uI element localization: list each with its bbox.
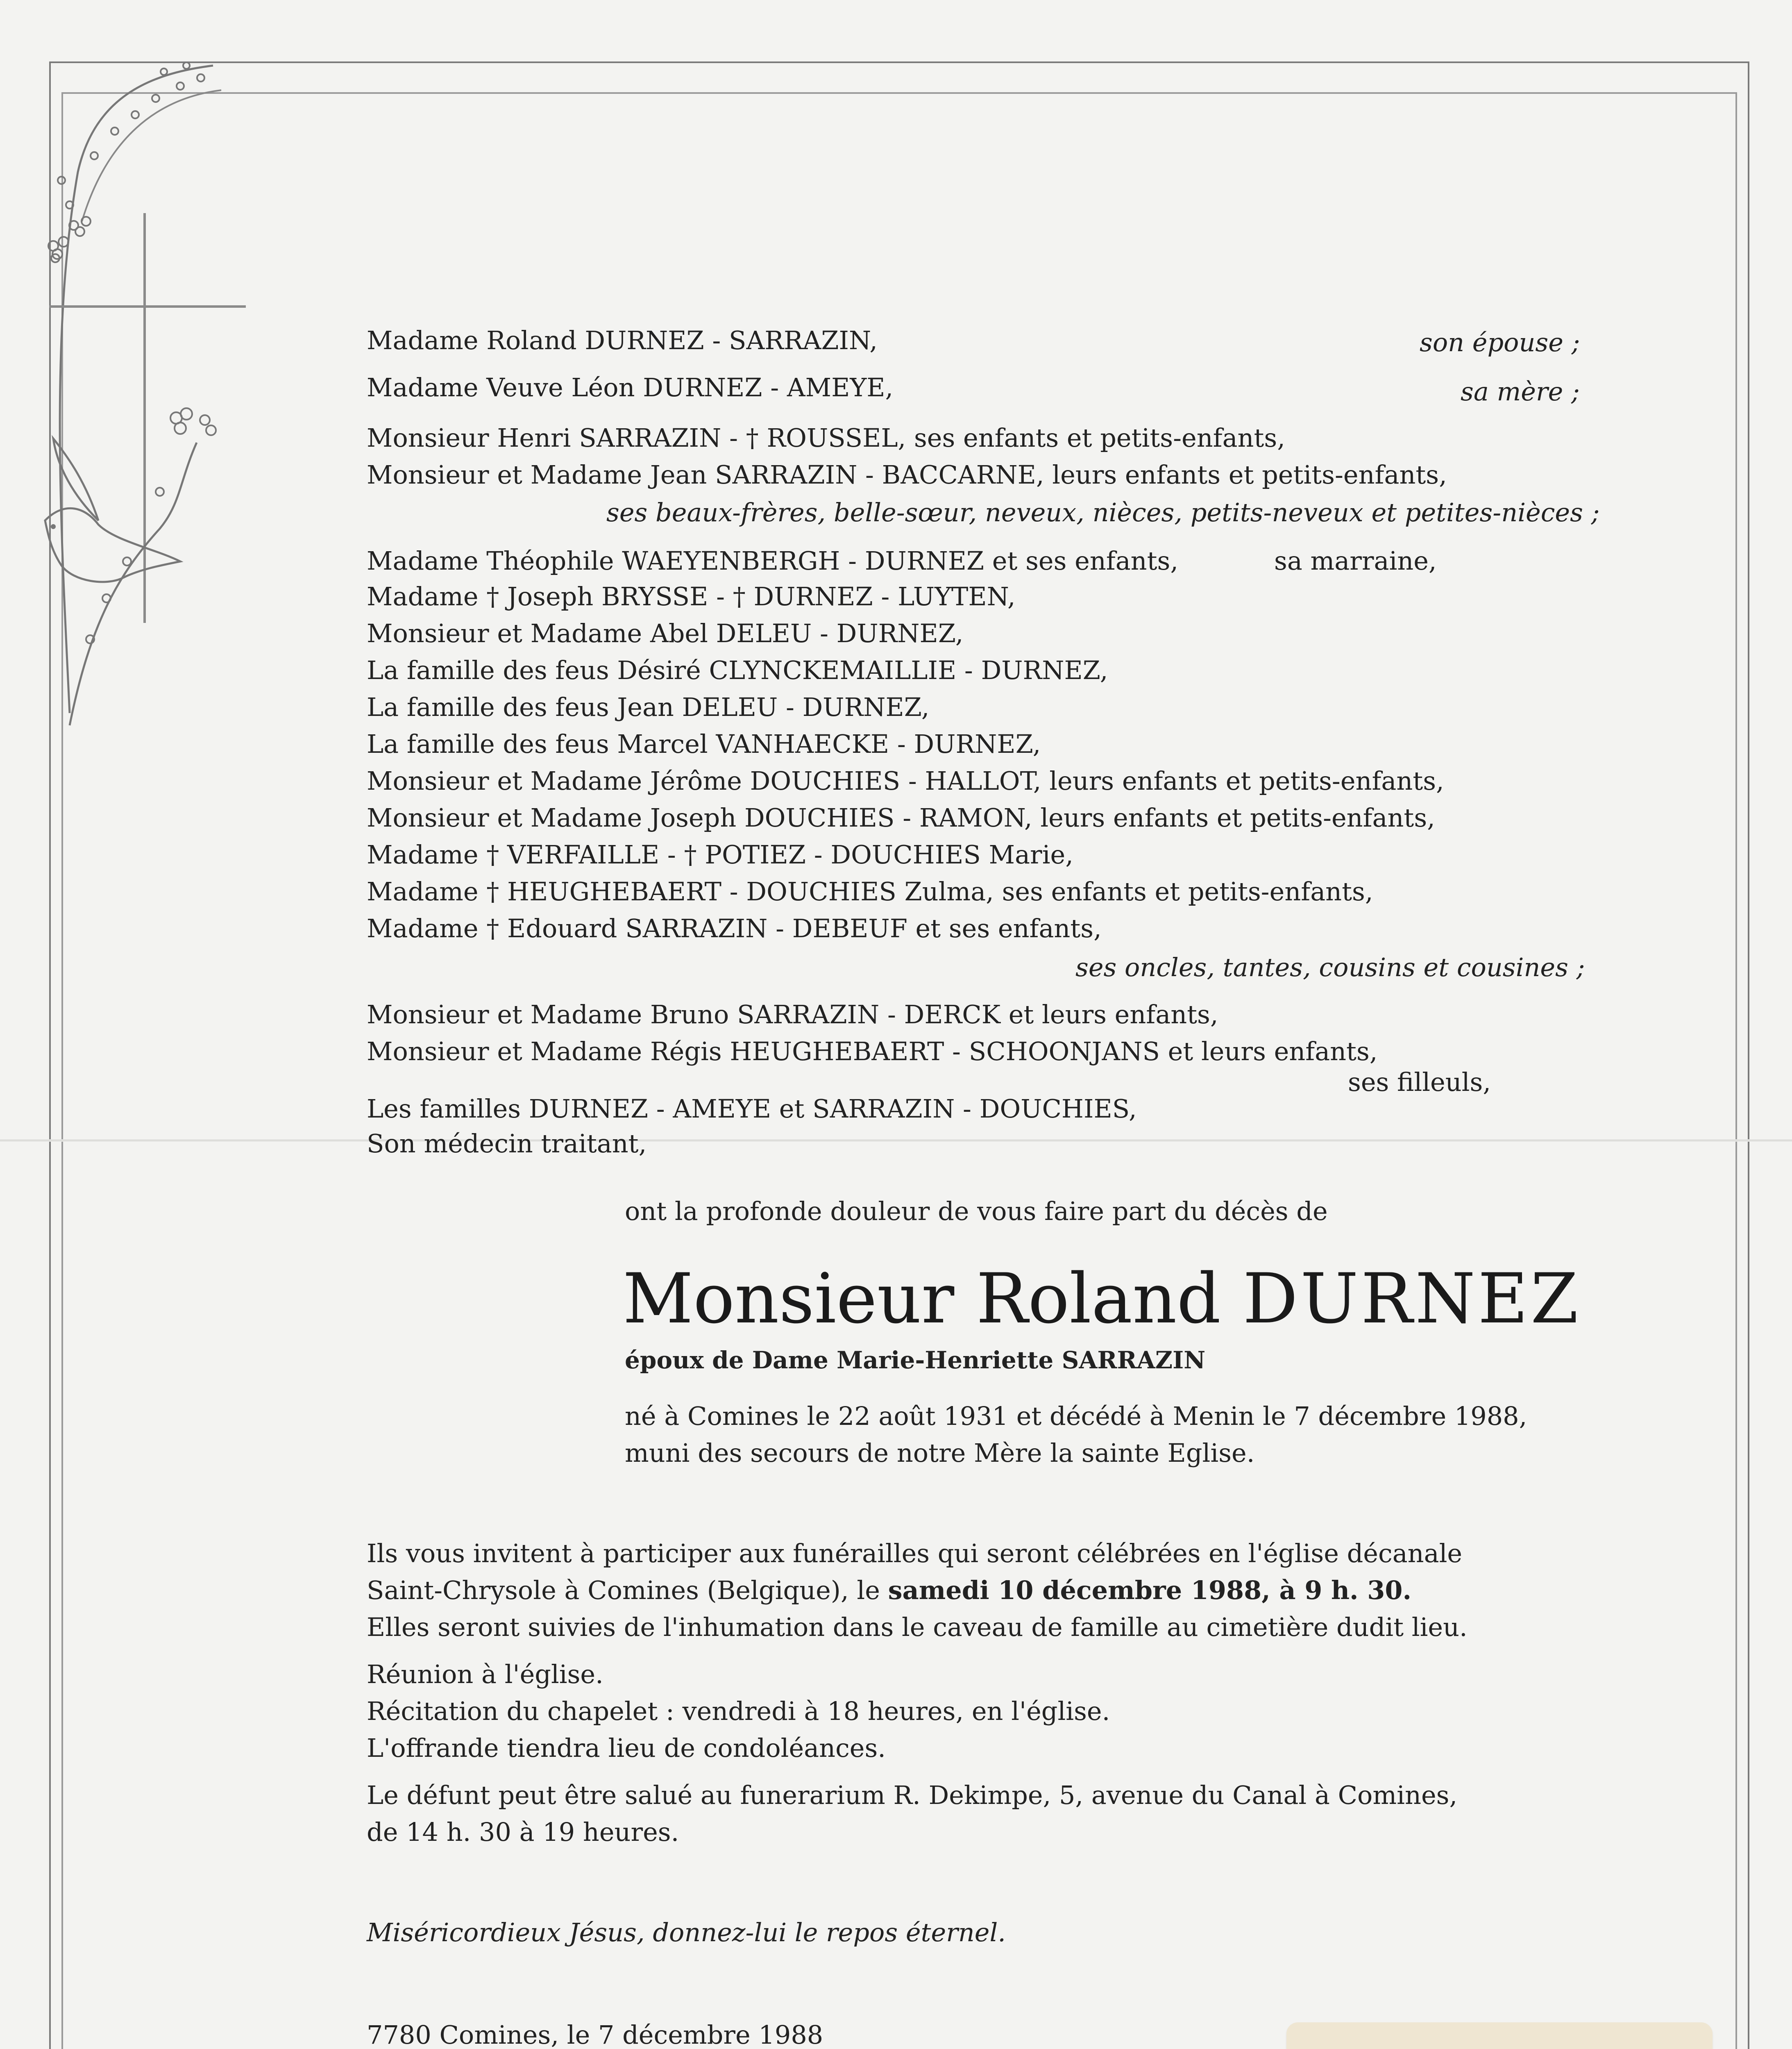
family-line: Les familles DURNEZ - AMEYE et SARRAZIN - DOUCHIES, bbox=[367, 1094, 1137, 1124]
funeral-text: Ils vous invitent à participer aux funérailles qui seront célébrées en l'église décanale bbox=[367, 1538, 1463, 1568]
funeral-text: Réunion à l'église. bbox=[367, 1659, 603, 1689]
sacraments-line: muni des secours de notre Mère la sainte Eglise. bbox=[625, 1438, 1255, 1468]
announcement-intro: ont la profonde douleur de vous faire part du décès de bbox=[625, 1196, 1328, 1226]
family-line: Madame † VERFAILLE - † POTIEZ - DOUCHIES Marie, bbox=[367, 840, 1073, 870]
funeral-text: Le défunt peut être salué au funerarium R. Dekimpe, 5, avenue du Canal à Comines, bbox=[367, 1780, 1458, 1810]
deceased-first-name: Monsieur Roland bbox=[623, 1258, 1221, 1339]
prayer-line: Miséricordieux Jésus, donnez-lui le repos éternel. bbox=[367, 1917, 1006, 1947]
family-line: Monsieur et Madame Régis HEUGHEBAERT - SCHOONJANS et leurs enfants, bbox=[367, 1036, 1378, 1066]
spouse-line: époux de Dame Marie-Henriette SARRAZIN bbox=[625, 1346, 1206, 1374]
family-line: Monsieur et Madame Jérôme DOUCHIES - HALLOT, leurs enfants et petits-enfants, bbox=[367, 766, 1444, 796]
funeral-text: Elles seront suivies de l'inhumation dans le caveau de famille au cimetière dudit lieu. bbox=[367, 1612, 1468, 1642]
deceased-surname: DURNEZ bbox=[1243, 1258, 1581, 1339]
funeral-text: de 14 h. 30 à 19 heures. bbox=[367, 1817, 679, 1847]
family-line: Monsieur et Madame Jean SARRAZIN - BACCARNE, leurs enfants et petits-enfants, bbox=[367, 460, 1447, 490]
family-line: Madame † HEUGHEBAERT - DOUCHIES Zulma, ses enfants et petits-enfants, bbox=[367, 877, 1373, 906]
family-line: Madame Roland DURNEZ - SARRAZIN, bbox=[367, 325, 878, 355]
instruction-sticker bbox=[1286, 2022, 1713, 2049]
family-line: Madame † Joseph BRYSSE - † DURNEZ - LUYTEN, bbox=[367, 582, 1016, 611]
family-line: La famille des feus Jean DELEU - DURNEZ, bbox=[367, 692, 930, 722]
family-line: Son médecin traitant, bbox=[367, 1129, 647, 1159]
family-line: La famille des feus Désiré CLYNCKEMAILLIE - DURNEZ, bbox=[367, 655, 1108, 685]
family-line: Monsieur et Madame Joseph DOUCHIES - RAMON, leurs enfants et petits-enfants, bbox=[367, 803, 1435, 833]
relation-note: ses oncles, tantes, cousins et cousines ; bbox=[1075, 952, 1585, 982]
relation-note: sa marraine, bbox=[1274, 546, 1437, 576]
funeral-text: Récitation du chapelet : vendredi à 18 heures, en l'église. bbox=[367, 1696, 1110, 1726]
funeral-text-location: Saint-Chrysole à Comines (Belgique), le bbox=[367, 1575, 888, 1605]
funeral-text: L'offrande tiendra lieu de condoléances. bbox=[367, 1733, 886, 1763]
birth-death-line: né à Comines le 22 août 1931 et décédé à Menin le 7 décembre 1988, bbox=[625, 1401, 1527, 1431]
family-line: Monsieur Henri SARRAZIN - † ROUSSEL, ses enfants et petits-enfants, bbox=[367, 423, 1285, 453]
relation-note: sa mère ; bbox=[1461, 377, 1580, 407]
funeral-text bbox=[367, 1575, 1412, 1605]
relation-note: son épouse ; bbox=[1420, 327, 1580, 357]
family-line: La famille des feus Marcel VANHAECKE - DURNEZ, bbox=[367, 729, 1041, 759]
address-line: 7780 Comines, le 7 décembre 1988 bbox=[367, 2020, 823, 2049]
family-line: Madame † Edouard SARRAZIN - DEBEUF et ses enfants, bbox=[367, 913, 1102, 943]
family-line: Madame Théophile WAEYENBERGH - DURNEZ et ses enfants, bbox=[367, 546, 1179, 576]
deceased-name bbox=[623, 1258, 1581, 1339]
relation-note: ses filleuls, bbox=[1348, 1067, 1491, 1097]
family-line: Madame Veuve Léon DURNEZ - AMEYE, bbox=[367, 373, 894, 402]
relation-note: ses beaux-frères, belle-sœur, neveux, nièces, petits-neveux et petites-nièces ; bbox=[606, 497, 1600, 527]
funeral-date: samedi 10 décembre 1988, à 9 h. 30. bbox=[888, 1575, 1412, 1605]
family-line: Monsieur et Madame Bruno SARRAZIN - DERCK et leurs enfants, bbox=[367, 1000, 1218, 1029]
family-line: Monsieur et Madame Abel DELEU - DURNEZ, bbox=[367, 618, 964, 648]
